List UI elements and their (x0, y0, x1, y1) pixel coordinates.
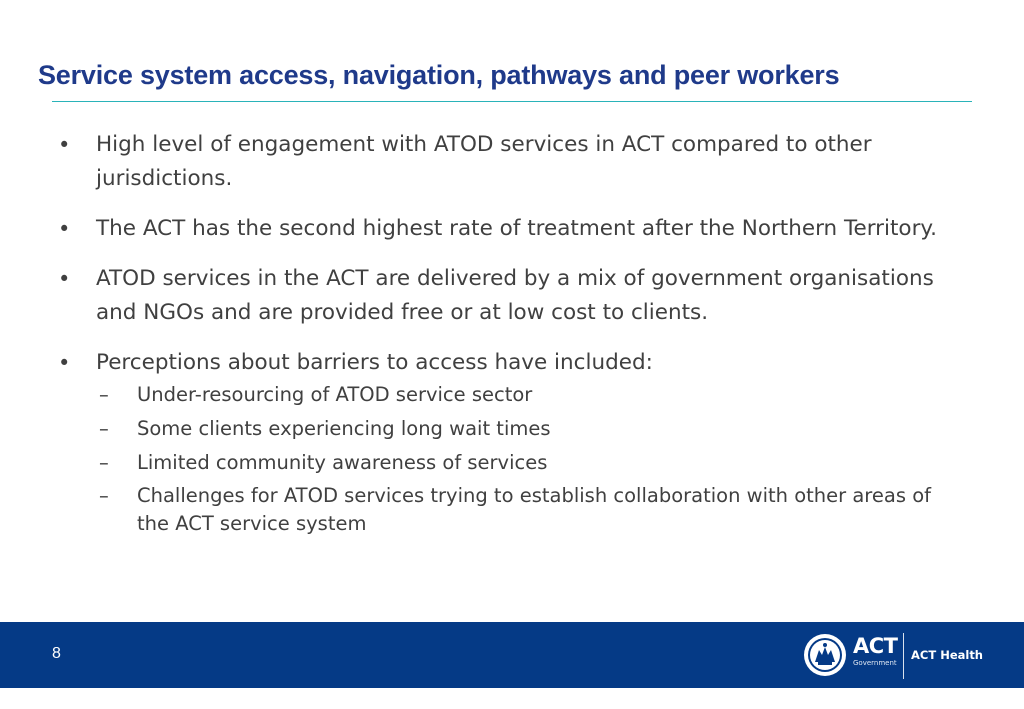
sub-bullet-list (58, 380, 948, 538)
slide-title: Service system access, navigation, pathways and peer workers (38, 60, 840, 90)
act-health-label: ACT Health (911, 648, 983, 662)
bullet-text: Perceptions about barriers to access have included: (96, 350, 653, 375)
bullet-item (58, 262, 948, 330)
bullet-item (58, 346, 948, 380)
bullet-text: The ACT has the second highest rate of treatment after the Northern Territory. (96, 216, 937, 241)
sub-bullet-text: Under-resourcing of ATOD service sector (137, 383, 533, 406)
bullet-item (58, 128, 948, 196)
sub-bullet-item (99, 380, 948, 409)
sub-bullet-text: Limited community awareness of services (137, 451, 548, 474)
bullet-list (58, 128, 948, 543)
act-crest-icon (803, 633, 847, 677)
bullet-marker: • (58, 133, 71, 157)
bottom-margin (0, 688, 1024, 709)
bullet-text: ATOD services in the ACT are delivered by a mix of government organisations and NGOs and are provided free or at low cost to clients. (96, 266, 934, 325)
sub-bullet-text: Challenges for ATOD services trying to establish collaboration with other areas of the ACT service system (137, 484, 931, 535)
bullet-marker: • (58, 267, 71, 291)
dash-marker: – (99, 451, 109, 474)
act-wordmark: ACT (853, 634, 898, 658)
sub-bullet-item (99, 448, 948, 477)
government-wordmark: Government (853, 659, 897, 667)
sub-bullet-item (99, 414, 948, 443)
bullet-item (58, 212, 948, 246)
title-underline (52, 101, 972, 102)
sub-bullet-item (99, 482, 948, 538)
bullet-text: High level of engagement with ATOD services in ACT compared to other jurisdictions. (96, 132, 872, 191)
bullet-marker: • (58, 217, 71, 241)
logo-divider (903, 633, 904, 679)
dash-marker: – (99, 417, 109, 440)
page-number: 8 (52, 645, 61, 662)
dash-marker: – (99, 383, 109, 406)
footer-bar (0, 622, 1024, 688)
act-government-logo (803, 629, 1003, 681)
bullet-marker: • (58, 351, 71, 375)
sub-bullet-text: Some clients experiencing long wait times (137, 417, 551, 440)
dash-marker: – (99, 484, 109, 507)
